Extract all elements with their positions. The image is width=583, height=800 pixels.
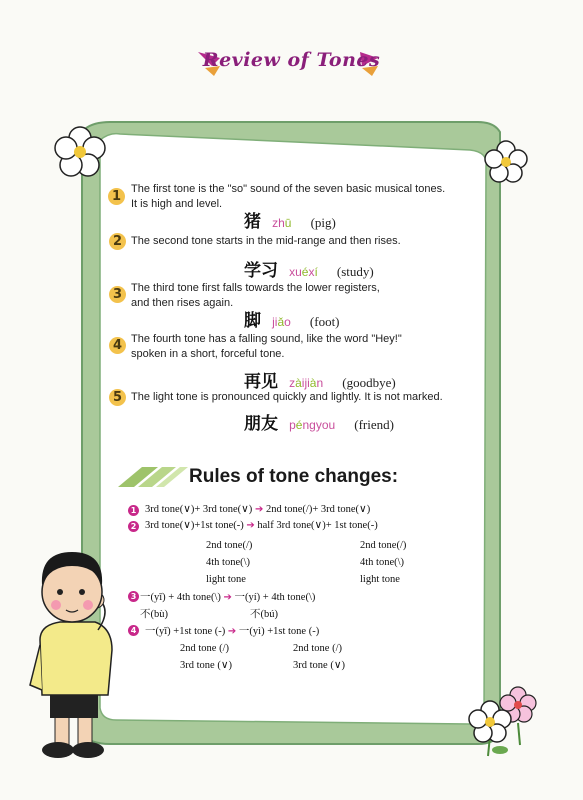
rule-2 [145, 519, 378, 531]
rule-3-left: 一(yī) + 4th tone(\) [140, 592, 221, 603]
rule-4-arrow-icon: ➔ [227, 626, 237, 637]
rule-2-right-subs [360, 537, 406, 588]
tone-3-line-1: The third tone first falls towards the lower registers, [131, 282, 380, 294]
rule-4-right-subs [293, 640, 345, 674]
rule-1-right: 2nd tone(/)+ 3rd tone(∨) [265, 504, 371, 515]
tone-1-example [244, 207, 336, 232]
rule-3-arrow-icon: ➔ [223, 592, 232, 603]
tone-2-example [244, 256, 374, 281]
rule-4 [145, 623, 319, 638]
rule-2-right-sub-2: 4th tone(\) [360, 557, 405, 568]
tone-1-number-badge: 1 [108, 188, 125, 205]
rule-1-arrow-icon: ➔ [254, 504, 264, 515]
tone-4-english: (goodbye) [342, 375, 396, 390]
tone-2-line-1: The second tone starts in the mid-range and then rises. [131, 235, 401, 247]
rule-3-right-sub: 不(bú) [250, 609, 278, 620]
tone-5-hanzi: 朋友 [244, 414, 278, 434]
tone-3-english: (foot) [309, 314, 340, 329]
tone-1-line-1: The first tone is the "so" sound of the seven basic musical tones. [131, 183, 446, 195]
tone-3-line-2: and then rises again. [131, 297, 234, 309]
rule-2-right-sub-1: 2nd tone(/) [360, 540, 407, 551]
rule-2-badge: 2 [128, 521, 139, 532]
rule-2-right-sub-3: light tone [360, 574, 400, 585]
rule-4-right: 一(yì) +1st tone (-) [238, 626, 320, 637]
rule-4-right-sub-2: 3rd tone (∨) [293, 660, 346, 671]
rule-4-left-sub-1: 2nd tone (/) [180, 643, 229, 654]
tone-4-line-2: spoken in a short, forceful tone. [131, 348, 285, 360]
tone-5-line-1: The light tone is pronounced quickly and lightly. It is not marked. [131, 391, 443, 403]
tone-2-pinyin: xuéxí [289, 265, 318, 279]
rule-4-badge: 4 [128, 625, 139, 636]
tone-3-pinyin: jiǎo [272, 315, 291, 329]
rule-4-left-subs [180, 640, 232, 674]
tone-3-number-badge: 3 [109, 286, 126, 303]
rule-1-badge: 1 [128, 505, 139, 516]
rule-4-left: 一(yī) +1st tone (-) [145, 626, 226, 637]
tone-1-pinyin: zhū [272, 216, 292, 230]
tone-3-hanzi: 脚 [244, 311, 261, 331]
rule-3-right: 一(yí) + 4th tone(\) [234, 592, 316, 603]
tone-5-number-badge: 5 [109, 389, 126, 406]
tone-3-example [244, 306, 340, 331]
rule-2-left-sub-2: 4th tone(\) [206, 557, 251, 568]
tone-5-pinyin: péngyou [289, 418, 336, 432]
rule-2-arrow-icon: ➔ [246, 520, 255, 531]
tone-2-english: (study) [336, 264, 374, 279]
rule-3-badge: 3 [128, 591, 139, 602]
tone-5-example [244, 409, 394, 434]
tone-4-pinyin: zàijiàn [289, 376, 324, 390]
tone-1-english: (pig) [310, 215, 336, 230]
rule-4-left-sub-2: 3rd tone (∨) [180, 660, 233, 671]
rule-3-left-sub: 不(bù) [140, 609, 168, 620]
tone-4-description [131, 332, 476, 362]
tone-4-number-badge: 4 [109, 337, 126, 354]
rule-2-left-subs [206, 537, 252, 588]
tone-2-number-badge: 2 [109, 233, 126, 250]
tone-4-example [244, 367, 396, 392]
tone-4-hanzi: 再见 [244, 372, 278, 392]
rule-2-left: 3rd tone(∨)+1st tone(-) [145, 520, 244, 531]
rules-heading: Rules of tone changes: [189, 466, 399, 487]
tone-1-line-2: It is high and level. [131, 198, 223, 210]
tone-5-english: (friend) [354, 417, 394, 432]
tone-2-hanzi: 学习 [244, 261, 278, 281]
page-title: Review of Tones [202, 49, 381, 71]
tone-4-line-1: The fourth tone has a falling sound, like the word "Hey!" [131, 333, 402, 345]
tone-5-description [131, 390, 491, 405]
tone-2-description [131, 234, 476, 249]
rule-2-left-sub-3: light tone [206, 574, 246, 585]
rule-3 [140, 589, 315, 604]
tone-1-hanzi: 猪 [244, 212, 261, 232]
rule-2-right: half 3rd tone(∨)+ 1st tone(-) [257, 520, 378, 531]
rule-2-left-sub-1: 2nd tone(/) [206, 540, 253, 551]
rule-4-right-sub-1: 2nd tone (/) [293, 643, 342, 654]
rule-1 [145, 503, 370, 515]
rule-1-left: 3rd tone(∨)+ 3rd tone(∨) [145, 504, 253, 515]
